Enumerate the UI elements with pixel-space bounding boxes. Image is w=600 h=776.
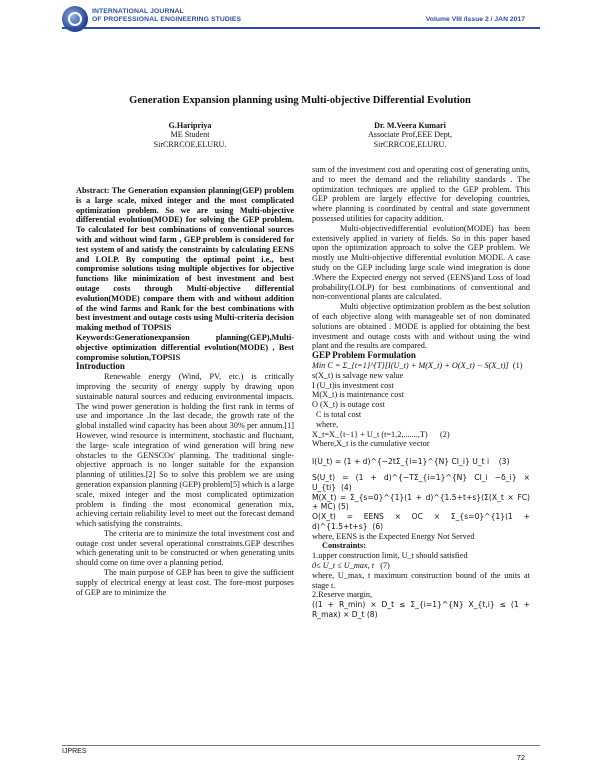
volume-issue: Volume VIII /Issue 2 / JAN 2017 (425, 16, 525, 23)
equation-3: I(U_t) = (1 + d)^{−2tΣ_{i=1}^{N} CI_i} U_t i (3) (312, 457, 510, 467)
introduction-heading: Introduction (76, 361, 125, 372)
header-divider (62, 27, 540, 29)
intro-paragraph-1: Renewable energy (Wind, PV, etc.) is critically improving the security of energy supply by drawing upon sustainable natural sources and reducing environmental impacts. The wind power generation is holding the first rank in terms of use and importance .In the last decade, the growth rate of the global installed wind capacity has been about 30% per annum.[1] However, wind resource is intermittent, stochastic and fluctuant, the large- scale integration of wind generation will bring new obstacles to the GENSCOs' planning. The traditional single-objective approach is no longer suitable for the expansion planning of utilities.[2] So to solve this problem we are using generation expansion planning (GEP) problem[5] which is a large scale, mixed integer and the most complicated optimization problem is finding the most economical generation mix, achieving certain reliability level to meet out the forecast demand which satisfying the constraints. (76, 372, 294, 529)
constraint-2: 2.Reserve margin, (312, 590, 373, 600)
equation-1: Min C = Σ_{t=1}^{T}[I(U_t) + M(X_t) + O(X_t) − S(X_t)] (1) (312, 360, 523, 370)
author-name: G.Haripriya (168, 121, 212, 130)
journal-name-line2: OF PROFESSIONAL ENGINEERING STUDIES (92, 16, 242, 23)
keywords: Keywords:Generationexpansion planning(GEP),Multi-objective optimization differential evolution(MODE) , Best compromise solution,TOPSIS (76, 332, 294, 362)
footer-label: IJPRES (62, 748, 87, 755)
constraint-1: 1.upper construction limit, U_t should satisfied (312, 551, 468, 561)
equation-5: M(X_t) = Σ_{s=0}^{1}(1 + d)^{1.5+t+s}(Σ(X_t × FC) + MC) (5) (312, 492, 530, 512)
investment-desc: I (U_t)is investment cost (312, 380, 394, 390)
journal-name-line1: INTERNATIONAL JOURNAL (92, 8, 184, 15)
author-role: ME Student (170, 130, 210, 140)
author-role: Associate Prof,EEE Dept, (367, 130, 453, 140)
abstract: Abstract: The Generation expansion planning(GEP) problem is a large scale, mixed integer and the most complicated optimization problem. So we are using Multi-objective differential evolution(MODE) for solving the GEP problem. To calculated for best combinations of conventional sources with and without wind farm , GEP problem is considered for test system of and satisfy the constraints by calculating EENS and LOLP. By computing the optimal point i.e., best compromise solutions using multiple objectives for objective functions like minimization of best investment and best outage costs through Multi-objective differential evolution(MODE) compare them with and without addition of the wind farms and Rank for the best combinations with best investment and outage costs using Multi-criteria decision making method of TOPSIS (76, 186, 294, 333)
maintenance-desc: M(X_t) is maintenance cost (312, 390, 404, 400)
paper-title: Generation Expansion planning using Multi-objective Differential Evolution (129, 95, 471, 106)
outage-desc: O (X_t) is outage cost (312, 400, 385, 410)
salvage-desc: s(X_t) is salvage new value (312, 370, 404, 380)
intro-paragraph-3: The main purpose of GEP has been to give the sufficient supply of electrical energy at least cost. The fore-most purposes of GEP are to minimize the (76, 568, 294, 597)
constraint-1-desc: where, U_max, t maximum construction bound of the units at stage t. (312, 570, 530, 590)
body-paragraph-1: sum of the investment cost and operating cost of generating units, and to meet the demand and the reliability standards . The optimization techniques are applied to the GEP problem. This GEP problem are largely effective for developing countries, where planning is coordinated by central and state government possessed utilities for capacity addition. (312, 165, 530, 223)
left-column (76, 186, 294, 597)
equation-6: O(X_t) = EENS × OC × Σ_{s=0}^{1}(1 + d)^{1.5+t+s} (6) (312, 512, 530, 531)
author-name: Dr. M.Veera Kumari (374, 121, 446, 130)
equation-2: X_t=X_{t−1} + U_t (t=1,2,.......,T) (2) (312, 429, 450, 439)
equation-4: S(U_t) = (1 + d)^{−TΣ_{i=1}^{N} CI_i −δ_i} × U_{ti} (4) (312, 472, 530, 492)
body-paragraph-3: Multi objective optimization problem as the best solution of each objective along with manageable set of non dominated solutions are obtained . MODE is applied for obtaining the best investment and outage costs with and without using the wind plant and the results are compared. (312, 302, 530, 351)
author-affiliation: SirCRRCOE,ELURU. (153, 139, 227, 149)
constraints-heading: Constraints: (322, 541, 367, 551)
equation-8: ((1 + R_min) × D_t ≤ Σ_{i=1}^{N} X_{t,i} ≤ (1 + R_max) × D_t (8) (312, 600, 530, 620)
body-paragraph-2: Multi-objectivedifferential evolution(MODE) has been extensively applied in variety of fields. So in this paper based upon the optimization approach to solve the GEP problem. We mostly use Multi-objective differential evolution MODE. A case study on the GEP including large scale wind integration is done .Where the Expected energy not served (EENS)and Loss of load probability(LOLP) for best combinations of conventional and non-conventional plants are calculated. (312, 223, 530, 302)
equation-7: 0≤ U_t ≤ U_max, t (7) (312, 561, 390, 571)
gep-heading: GEP Problem Formulation (312, 350, 416, 361)
author-block-1 (100, 121, 280, 149)
footer-divider (62, 745, 540, 746)
page-number: 72 (516, 753, 525, 762)
cumulative-desc: Where,X_t is the cumulative vector (312, 439, 430, 449)
right-column (312, 165, 530, 620)
author-block-2 (320, 121, 500, 149)
eens-desc: where, EENS is the Expected Energy Not Served (312, 531, 475, 541)
total-cost-desc: C is total cost (316, 409, 362, 419)
author-affiliation: SirCRRCOE,ELURU. (373, 139, 447, 149)
intro-paragraph-2: The criteria are to minimize the total investment cost and outage cost under several operational constraints.GEP describes which generating unit to be constructed or when generating units should come on time over a planning period. (76, 528, 294, 568)
where-label: where, (316, 419, 339, 429)
